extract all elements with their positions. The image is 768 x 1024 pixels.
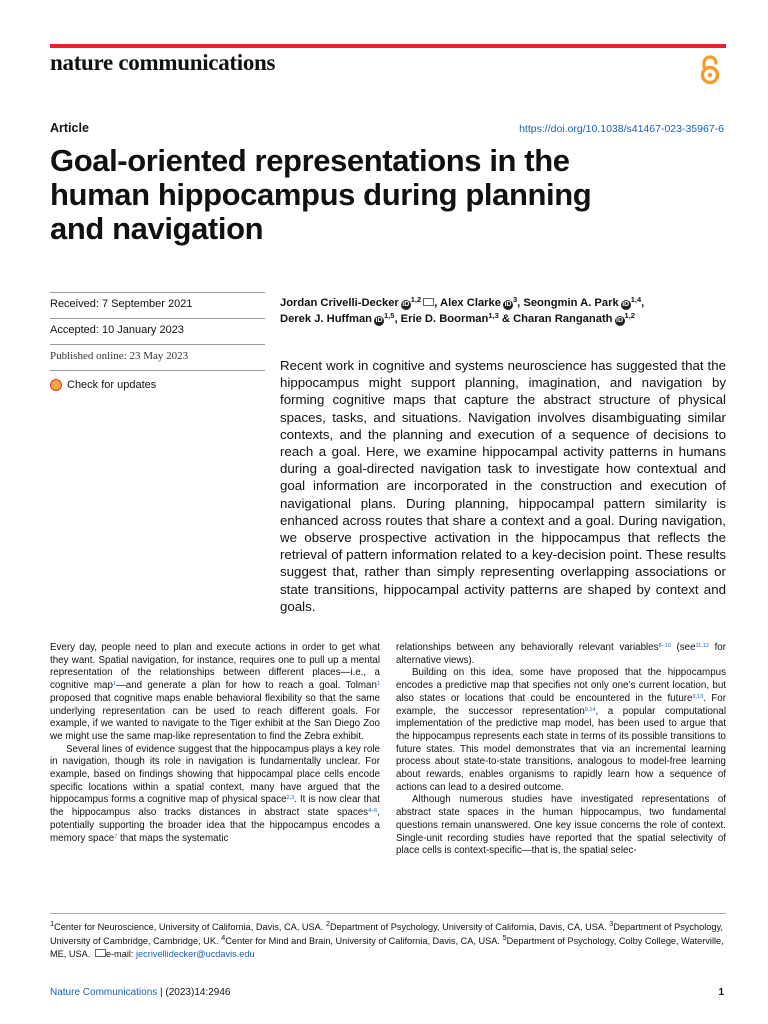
body-paragraph: Every day, people need to plan and execute actions in order to get what they want. Spatial navigation, for instance, requires one to pull up a mental representation of the relationships between different places—i.e., a cognitive map$^1$—and generate a plan for how to reach a goal. Tolman$^1$ proposed that cognitive maps enable behavioral flexibility so that the same underlying representation can be used to reach different goals. For example, if we wanted to navigate to the Tiger exhibit at the San Diego Zoo we might use the same map-like representation to find the Zebra exhibit.	[50, 642, 380, 742]
orcid-icon[interactable]: iD	[375, 317, 383, 324]
orcid-icon[interactable]: iD	[616, 317, 624, 324]
citation-ref[interactable]: 9,14	[584, 706, 596, 713]
author-affiliation: 1,5	[384, 311, 395, 320]
author-list: Jordan Crivelli-Decker iD$^{1,2}$ , Alex Clarke $iD^3$, Seongmin A. Park iD$^{1,4}$, Derek J. Huffman iD$^{1,5}$, Erie D. Boorman$^{1,3}$ & Charan Ranganath iD$^{1,2}$	[280, 295, 645, 325]
orcid-icon[interactable]: iD	[504, 301, 512, 308]
published-date: Published online: 23 May 2023	[50, 344, 265, 370]
affiliation-number: 2	[325, 919, 330, 928]
author-name: Erie D. Boorman	[400, 313, 489, 325]
citation-ref[interactable]: 1	[376, 681, 380, 688]
author-name: Seongmin A. Park	[523, 297, 619, 309]
author-name: Jordan Crivelli-Decker	[280, 297, 399, 309]
title-line: human hippocampus during planning	[50, 177, 592, 212]
affiliation-number: 4	[221, 932, 226, 942]
open-access-icon	[697, 54, 723, 86]
abstract: Recent work in cognitive and systems neuroscience has suggested that the hippocampus might support planning, imagination, and navigation by forming cognitive maps that capture the abstract structure of physical spaces, tasks, and situations. Navigation involves disambiguating similar contexts, and the planning and execution of a sequence of decisions to reach a goal. Here, we examine hippocampal activity patterns in humans during a goal-directed navigation task to investigate how contextual and goal information are incorporated in the construction and execution of navigational plans. During planning, hippocampal pattern similarity is enhanced across routes that share a context and a goal. During navigation, we observe prospective activation in the hippocampus that reflects the retrieval of pattern information related to a key-decision point. These results suggest that, rather than simply representing overlapping associations or state transitions, hippocampal activity patterns are shaped by context and goals.	[280, 358, 726, 614]
article-title	[50, 144, 690, 246]
affiliation-number: 3	[609, 919, 614, 928]
email-icon	[95, 949, 106, 957]
check-for-updates-label: Check for updates	[67, 378, 157, 391]
body-paragraph: Building on this idea, some have proposed that the hippocampus encodes a predictive map that specifies not only one’s current location, but also states or locations that could be encountered in the future$^{9,13}$. For example, the successor representation$^{9,14}$, a popular computational implementation of the predictive map model, has been used to argue that the hippocampus represents each state in terms of its possible transitions to future states. This model demonstrates that via an incremental learning process about state-to-state transitions, analogous to model-free learning about rewards, enables organisms to rapidly learn how a sequence of actions can lead to a desired outcome.	[396, 667, 726, 793]
received-date: Received: 7 September 2021	[50, 292, 265, 318]
corresponding-email-link[interactable]: jecrivellidecker@ucdavis.edu	[136, 949, 255, 960]
author-name: Derek J. Huffman	[280, 313, 373, 325]
author-affiliation: 1,4	[630, 295, 642, 304]
article-history	[50, 292, 265, 400]
citation-ref[interactable]: 7	[114, 833, 118, 840]
body-column-right	[396, 642, 726, 858]
article-type: Article	[50, 121, 89, 135]
body-paragraph: Although numerous studies have investigated representations of abstract state spaces in the human hippocampus, two fundamental questions remain unanswered. One key issue concerns the role of context. Single-unit recording studies have reported that the spatial selectivity of place cells is context-specific—that is, the spatial selec-	[396, 794, 726, 857]
author-affiliation: 1,2	[624, 311, 635, 320]
body-paragraph: relationships between any behaviorally relevant variables$^{8-10}$ (see$^{11,12}$ for alternative views).	[396, 642, 726, 666]
body-column-left	[50, 642, 380, 845]
email-icon[interactable]	[423, 298, 434, 306]
doi-link[interactable]: https://doi.org/10.1038/s41467-023-35967-6	[519, 123, 724, 135]
page-footer	[50, 987, 230, 998]
citation-ref[interactable]: 2,3	[286, 795, 295, 802]
check-for-updates-button[interactable]	[50, 370, 265, 400]
author-name: Charan Ranganath	[513, 313, 613, 325]
affiliation-number: 1	[50, 919, 55, 928]
check-for-updates-icon	[50, 379, 62, 391]
author-name: Alex Clarke	[440, 297, 501, 309]
citation-ref[interactable]: 8–10	[658, 643, 671, 649]
footnote-divider	[50, 913, 726, 914]
orcid-icon[interactable]: iD	[622, 301, 630, 308]
journal-name: nature communications	[50, 50, 276, 75]
citation-ref[interactable]: 1	[112, 681, 116, 688]
citation-ref[interactable]: 9,13	[692, 693, 704, 700]
citation-ref[interactable]: 11,12	[695, 643, 709, 649]
footer-journal-link[interactable]: Nature Communications	[50, 987, 158, 998]
title-line: and navigation	[50, 211, 264, 246]
orcid-icon[interactable]: iD	[402, 301, 410, 308]
footer-citation: | (2023)14:2946	[157, 987, 231, 998]
author-affiliation: 1,2	[410, 295, 422, 304]
body-paragraph: Several lines of evidence suggest that the hippocampus plays a key role in navigation, though its role in navigation is fundamentally unclear. For example, based on findings showing that hippocampal place cells encode specific locations within a spatial context, many have argued that the hippocampus forms a cognitive map of physical space$^{2,3}$. It is now clear that the hippocampus also tracks distances in abstract state spaces$^{4-6}$, potentially supporting the broader idea that the hippocampus encodes a memory space$^7$ that maps the systematic	[50, 743, 380, 844]
author-affiliation: 3	[512, 295, 518, 304]
affiliation-number: 5	[502, 932, 507, 942]
accepted-date: Accepted: 10 January 2023	[50, 318, 265, 344]
journal-accent-bar	[50, 44, 726, 48]
title-line: Goal-oriented representations in the	[50, 143, 570, 178]
page-number: 1	[718, 987, 724, 998]
affiliations-footnote: $^1$Center for Neuroscience, University of California, Davis, CA, USA. $^2$Department of Psychology, University of California, Davis, CA, USA. $^3$Department of Psychology, University of Cambridge, Cambridge, UK. $^4$Center for Mind and Brain, University of California, Davis, CA, USA. $^5$Department of Psychology, Colby College, Waterville, ME, USA. e-mail: jecrivellidecker@ucdavis.edu	[50, 919, 724, 960]
citation-ref[interactable]: 4–6	[368, 808, 378, 815]
author-affiliation: 1,3	[488, 311, 499, 320]
